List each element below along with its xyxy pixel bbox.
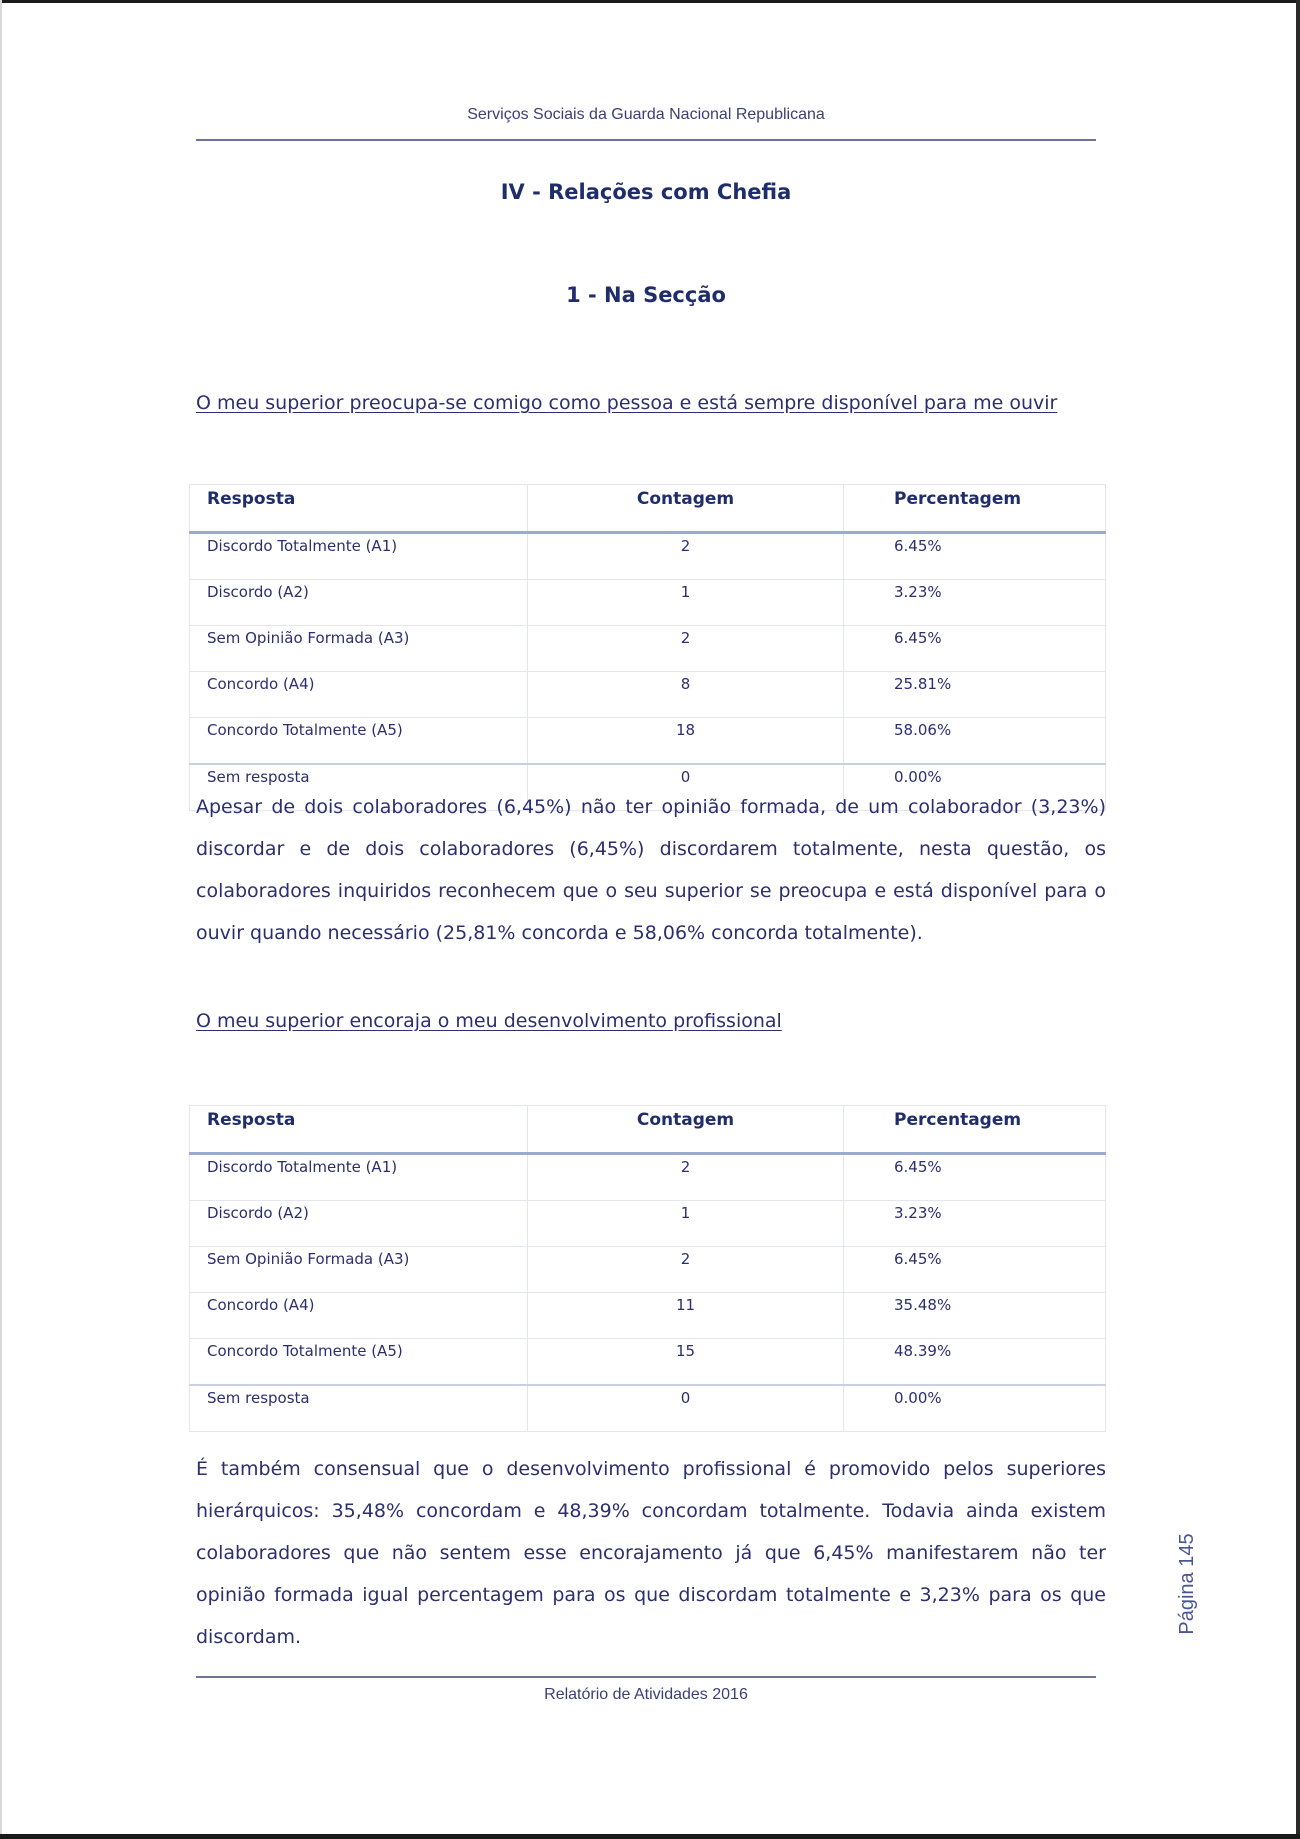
table-row [190, 580, 1106, 626]
table-row [190, 1385, 1106, 1432]
cell-percentage: 0.00% [844, 764, 1106, 811]
section-title: IV - Relações com Chefia [500, 180, 792, 204]
results-table [189, 1105, 1106, 1432]
table-row [190, 718, 1106, 765]
cell-response: Concordo (A4) [190, 1293, 528, 1339]
table-header-row [190, 1106, 1106, 1154]
column-header-response: Resposta [190, 1106, 528, 1154]
cell-percentage: 58.06% [844, 718, 1106, 765]
cell-count: 2 [528, 1154, 844, 1201]
table-row [190, 533, 1106, 580]
cell-count: 1 [528, 1201, 844, 1247]
cell-percentage: 6.45% [844, 1154, 1106, 1201]
cell-count: 2 [528, 626, 844, 672]
column-header-percentage: Percentagem [844, 1106, 1106, 1154]
cell-response: Sem Opinião Formada (A3) [190, 1247, 528, 1293]
cell-response: Concordo (A4) [190, 672, 528, 718]
question-title: O meu superior preocupa-se comigo como pessoa e está sempre disponível para me ouvir [196, 392, 1058, 414]
scan-right-edge [1296, 0, 1300, 1839]
cell-percentage: 25.81% [844, 672, 1106, 718]
table-row [190, 1339, 1106, 1386]
commentary-paragraph: Apesar de dois colaboradores (6,45%) não ter opinião formada, de um colaborador (3,23%) discordar e de dois colaboradores (6,45%) discordarem totalmente, nesta questão, os colaboradores inquiridos reconhecem que o seu superior se preocupa e está disponível para o ouvir quando necessário (25,81% concorda e 58,06% concorda totalmente). [196, 796, 1106, 944]
cell-response: Discordo Totalmente (A1) [190, 533, 528, 580]
table-row [190, 1154, 1106, 1201]
scan-bottom-edge [0, 1834, 1300, 1839]
page-number: Página 145 [1176, 1533, 1198, 1635]
results-table [189, 484, 1106, 811]
running-footer: Relatório de Atividades 2016 [544, 1686, 748, 1703]
cell-percentage: 6.45% [844, 626, 1106, 672]
table-row [190, 672, 1106, 718]
table-row [190, 626, 1106, 672]
column-header-percentage: Percentagem [844, 485, 1106, 533]
commentary-paragraph: É também consensual que o desenvolvimento profissional é promovido pelos superiores hierárquicos: 35,48% concordam e 48,39% concordam totalmente. Todavia ainda existem colaboradores que não sentem esse encorajamento já que 6,45% manifestarem não ter opinião formada igual percentagem para os que discordam totalmente e 3,23% para os que discordam. [196, 1458, 1106, 1648]
cell-response: Discordo (A2) [190, 580, 528, 626]
column-header-count: Contagem [528, 485, 844, 533]
header-rule [196, 139, 1096, 141]
cell-count: 18 [528, 718, 844, 765]
cell-percentage: 0.00% [844, 1385, 1106, 1432]
table-row [190, 1201, 1106, 1247]
table-row [190, 1293, 1106, 1339]
table-row [190, 1247, 1106, 1293]
cell-response: Concordo Totalmente (A5) [190, 1339, 528, 1386]
cell-count: 8 [528, 672, 844, 718]
cell-count: 0 [528, 1385, 844, 1432]
cell-response: Sem resposta [190, 764, 528, 811]
cell-percentage: 6.45% [844, 1247, 1106, 1293]
column-header-count: Contagem [528, 1106, 844, 1154]
cell-response: Concordo Totalmente (A5) [190, 718, 528, 765]
cell-count: 15 [528, 1339, 844, 1386]
cell-response: Discordo (A2) [190, 1201, 528, 1247]
cell-response: Discordo Totalmente (A1) [190, 1154, 528, 1201]
cell-count: 1 [528, 580, 844, 626]
cell-count: 0 [528, 764, 844, 811]
cell-count: 2 [528, 1247, 844, 1293]
footer-rule [196, 1676, 1096, 1678]
cell-percentage: 35.48% [844, 1293, 1106, 1339]
cell-percentage: 3.23% [844, 580, 1106, 626]
running-header: Serviços Sociais da Guarda Nacional Republicana [467, 106, 825, 123]
cell-count: 2 [528, 533, 844, 580]
cell-percentage: 48.39% [844, 1339, 1106, 1386]
cell-percentage: 3.23% [844, 1201, 1106, 1247]
cell-percentage: 6.45% [844, 533, 1106, 580]
cell-response: Sem Opinião Formada (A3) [190, 626, 528, 672]
cell-count: 11 [528, 1293, 844, 1339]
column-header-response: Resposta [190, 485, 528, 533]
question-title: O meu superior encoraja o meu desenvolvimento profissional [196, 1010, 782, 1032]
scan-left-edge [0, 0, 2, 1839]
subsection-title: 1 - Na Secção [566, 283, 726, 307]
scan-top-edge [0, 0, 1300, 3]
table-header-row [190, 485, 1106, 533]
cell-response: Sem resposta [190, 1385, 528, 1432]
